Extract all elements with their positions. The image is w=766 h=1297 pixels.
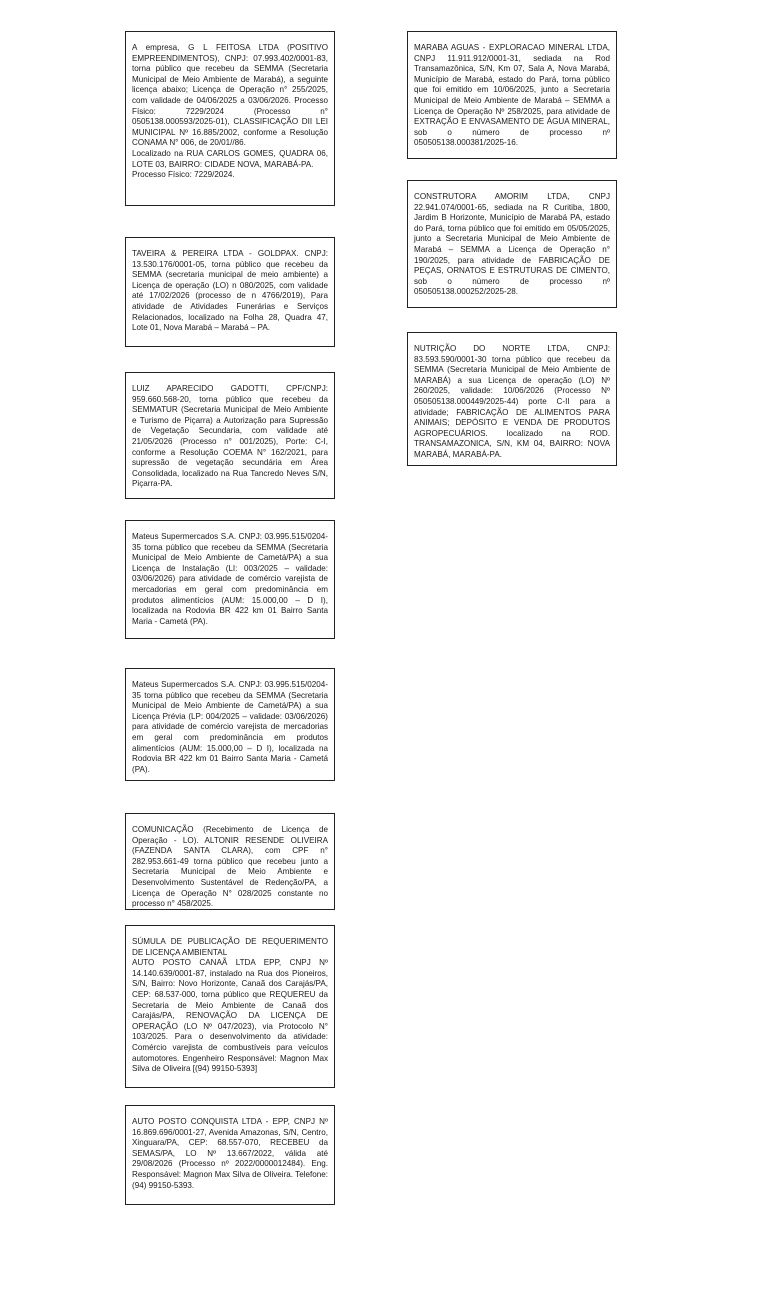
notice-g-l-feitosa xyxy=(125,31,335,206)
notice-heading: SÚMULA DE PUBLICAÇÃO DE REQUERIMENTO DE LICENÇA AMBIENTAL xyxy=(132,937,328,957)
notice-paragraph: MARABA AGUAS - EXPLORACAO MINERAL LTDA, CNPJ 11.911.912/0001-31, sediada na Rod Transamazônica, S/N, Km 07, Sala A, Nova Marabá, Município de Marabá, estado do Pará, torna público que foi emitido em 10/06/2025, junto a Secretaria Municipal de Meio Ambiente de Marabá – SEMMA a Licença de Operação Nº 258/2025, para atividade de EXTRAÇÃO E ENVASAMENTO DE ÁGUA MINERAL, sob o número de processo nº 050505138.000381/2025-16. xyxy=(414,43,610,148)
notice-paragraph: A empresa, G L FEITOSA LTDA (POSITIVO EMPREENDIMENTOS), CNPJ: 07.993.402/0001-83, torna público que recebeu da SEMMA (Secretaria Municipal de Meio Ambiente de Marabá), a seguinte licença abaixo; Licença de Operação n° 255/2025, com validade de 04/06/2025 a 03/06/2026. Processo Físico: 7229/2024 (Processo n° 0505138.000593/2025-01), CLASSIFICAÇÃO DII LEI MUNICIPAL Nº 16.885/2002, conforme a Resolução CONAMA N° 006, de 20/01//86. xyxy=(132,43,328,148)
notice-paragraph: COMUNICAÇÃO (Recebimento de Licença de Operação - LO). ALTONIR RESENDE OLIVEIRA (FAZENDA SANTA CLARA), com CPF n° 282.953.661-49 torna público que recebeu junto a Secretaria Municipal de Meio Ambiente e Desenvolvimento Sustentável de Redenção/PA, a Licença de Operação N° 028/2025 constante no processo n° 458/2025. xyxy=(132,825,328,909)
notice-altonir-oliveira xyxy=(125,813,335,910)
notice-paragraph: CONSTRUTORA AMORIM LTDA, CNPJ 22.941.074/0001-65, sediada na R Curitiba, 1800, Jardim B Horizonte, Município de Marabá PA, estado do Pará, torna público que foi emitido em 05/05/2025, junto a Secretaria Municipal de Meio Ambiente de Marabá – SEMMA a Licença de Operação n° 190/2025, para atividade de FABRICAÇÃO DE PEÇAS, ORNATOS E ESTRUTURAS DE CIMENTO, sob o número de processo nº 050505138.000252/2025-28. xyxy=(414,192,610,297)
notice-paragraph: LUIZ APARECIDO GADOTTI, CPF/CNPJ: 959.660.568-20, torna público que recebeu da SEMMATUR (Secretaria Municipal de Meio Ambiente e Turismo de Piçarra) a Autorização para Supressão de Vegetação Secundaria, com validade até 21/05/2026 (Processo n° 001/2025), Porte: C-I, conforme a Resolução COEMA N° 162/2021, para supressão de vegetação secundária em Área Consolidada, localizado na Rua Tancredo Neves S/N, Piçarra-PA. xyxy=(132,384,328,489)
notice-paragraph: Localizado na RUA CARLOS GOMES, QUADRA 06, LOTE 03, BAIRRO: CIDADE NOVA, MARABÁ-PA. xyxy=(132,148,328,169)
notice-luiz-gadotti xyxy=(125,372,335,499)
notice-paragraph: NUTRIÇÃO DO NORTE LTDA, CNPJ: 83.593.590/0001-30 torna público que recebeu da SEMMA (Secretaria Municipal de Meio Ambiente de MARABÁ) a sua Licença de operação (LO) Nº 260/2025, validade: 10/06/2026 (Processo Nº 050505138.000449/2025-44) porte C-II para a atividade; FABRICAÇÃO DE ALIMENTOS PARA ANIMAIS; DEPÓSITO E VENDA DE PRODUTOS AGROPECUÁRIOS. localizado na ROD. TRANSAMAZONICA, S/N, KM 04, BAIRRO: NOVA MARABÁ, MARABÁ-PA. xyxy=(414,344,610,459)
notice-paragraph: AUTO POSTO CONQUISTA LTDA - EPP, CNPJ Nº 16.869.696/0001-27, Avenida Amazonas, S/N, Centro, Xinguara/PA, CEP: 68.557-070, RECEBEU da SEMAS/PA, LO Nº 13.667/2022, válida até 29/08/2026 (Processo nº 2022/0000012484). Eng. Responsável: Magnon Max Silva de Oliveira. Telefone: (94) 99150-5393. xyxy=(132,1117,329,1190)
notice-taveira-pereira xyxy=(125,237,335,347)
notice-auto-posto-canaa xyxy=(125,925,335,1088)
notice-mateus-li xyxy=(125,520,335,639)
notice-paragraph: TAVEIRA & PEREIRA LTDA - GOLDPAX. CNPJ: 13.530.176/0001-05, torna público que recebeu da SEMMA (secretaria municipal de meio ambiente) a Licença de operação (LO) n 080/2025, com validade até 17/02/2026 (processo de n 4766/2019), Para atividade de Atividades Funerárias e Serviços Relacionados, localizado na Folha 28, Quadra 47, Lote 01, Nova Marabá – Marabá – PA. xyxy=(132,249,328,333)
notice-paragraph: Processo Físico: 7229/2024. xyxy=(132,170,235,180)
notice-paragraph: Mateus Supermercados S.A. CNPJ: 03.995.515/0204-35 torna público que recebeu da SEMMA (Secretaria Municipal de Meio Ambiente de Cametá/PA) a sua Licença de Instalação (LI: 003/2025 – validade: 03/06/2026) para atividade de comércio varejista de mercadorias em geral com predominância em produtos alimentícios (AUM: 15.000,00 – D I), localizada na Rodovia BR 422 km 01 Bairro Santa Maria - Cametá (PA). xyxy=(132,532,328,626)
notice-paragraph: Mateus Supermercados S.A. CNPJ: 03.995.515/0204-35 torna público que recebeu da SEMMA (Secretaria Municipal de Meio Ambiente de Cametá/PA) a sua Licença Prévia (LP: 004/2025 – validade: 03/06/2026) para atividade de comércio varejista de mercadorias em geral com predominância em produtos alimentícios (AUM: 15.000,00 – D I), localizada na Rodovia BR 422 km 01 Bairro Santa Maria - Cametá (PA). xyxy=(132,680,328,774)
notice-mateus-lp xyxy=(125,668,335,781)
notice-paragraph: AUTO POSTO CANAÃ LTDA EPP, CNPJ Nº 14.140.639/0001-87, instalado na Rua dos Pioneiros, S/N, Bairro: Novo Horizonte, Canaã dos Carajás/PA, CEP: 68.537-000, torna público que REQUEREU da Secretaria de Meio Ambiente de Canaã dos Carajás/PA, RENOVAÇÃO DA LICENÇA DE OPERAÇÃO (LO Nº 047/2023), via Protocolo N° 103/2025. Para o desenvolvimento da atividade: Comércio varejista de combustíveis para veículos automotores. Engenheiro Responsável: Magnon Max Silva de Oliveira [(94) 99150-5393] xyxy=(132,958,328,1074)
notice-nutricao-do-norte xyxy=(407,332,617,466)
notice-maraba-aguas xyxy=(407,31,617,159)
notice-auto-posto-conquista xyxy=(125,1105,335,1205)
notice-construtora-amorim xyxy=(407,180,617,308)
